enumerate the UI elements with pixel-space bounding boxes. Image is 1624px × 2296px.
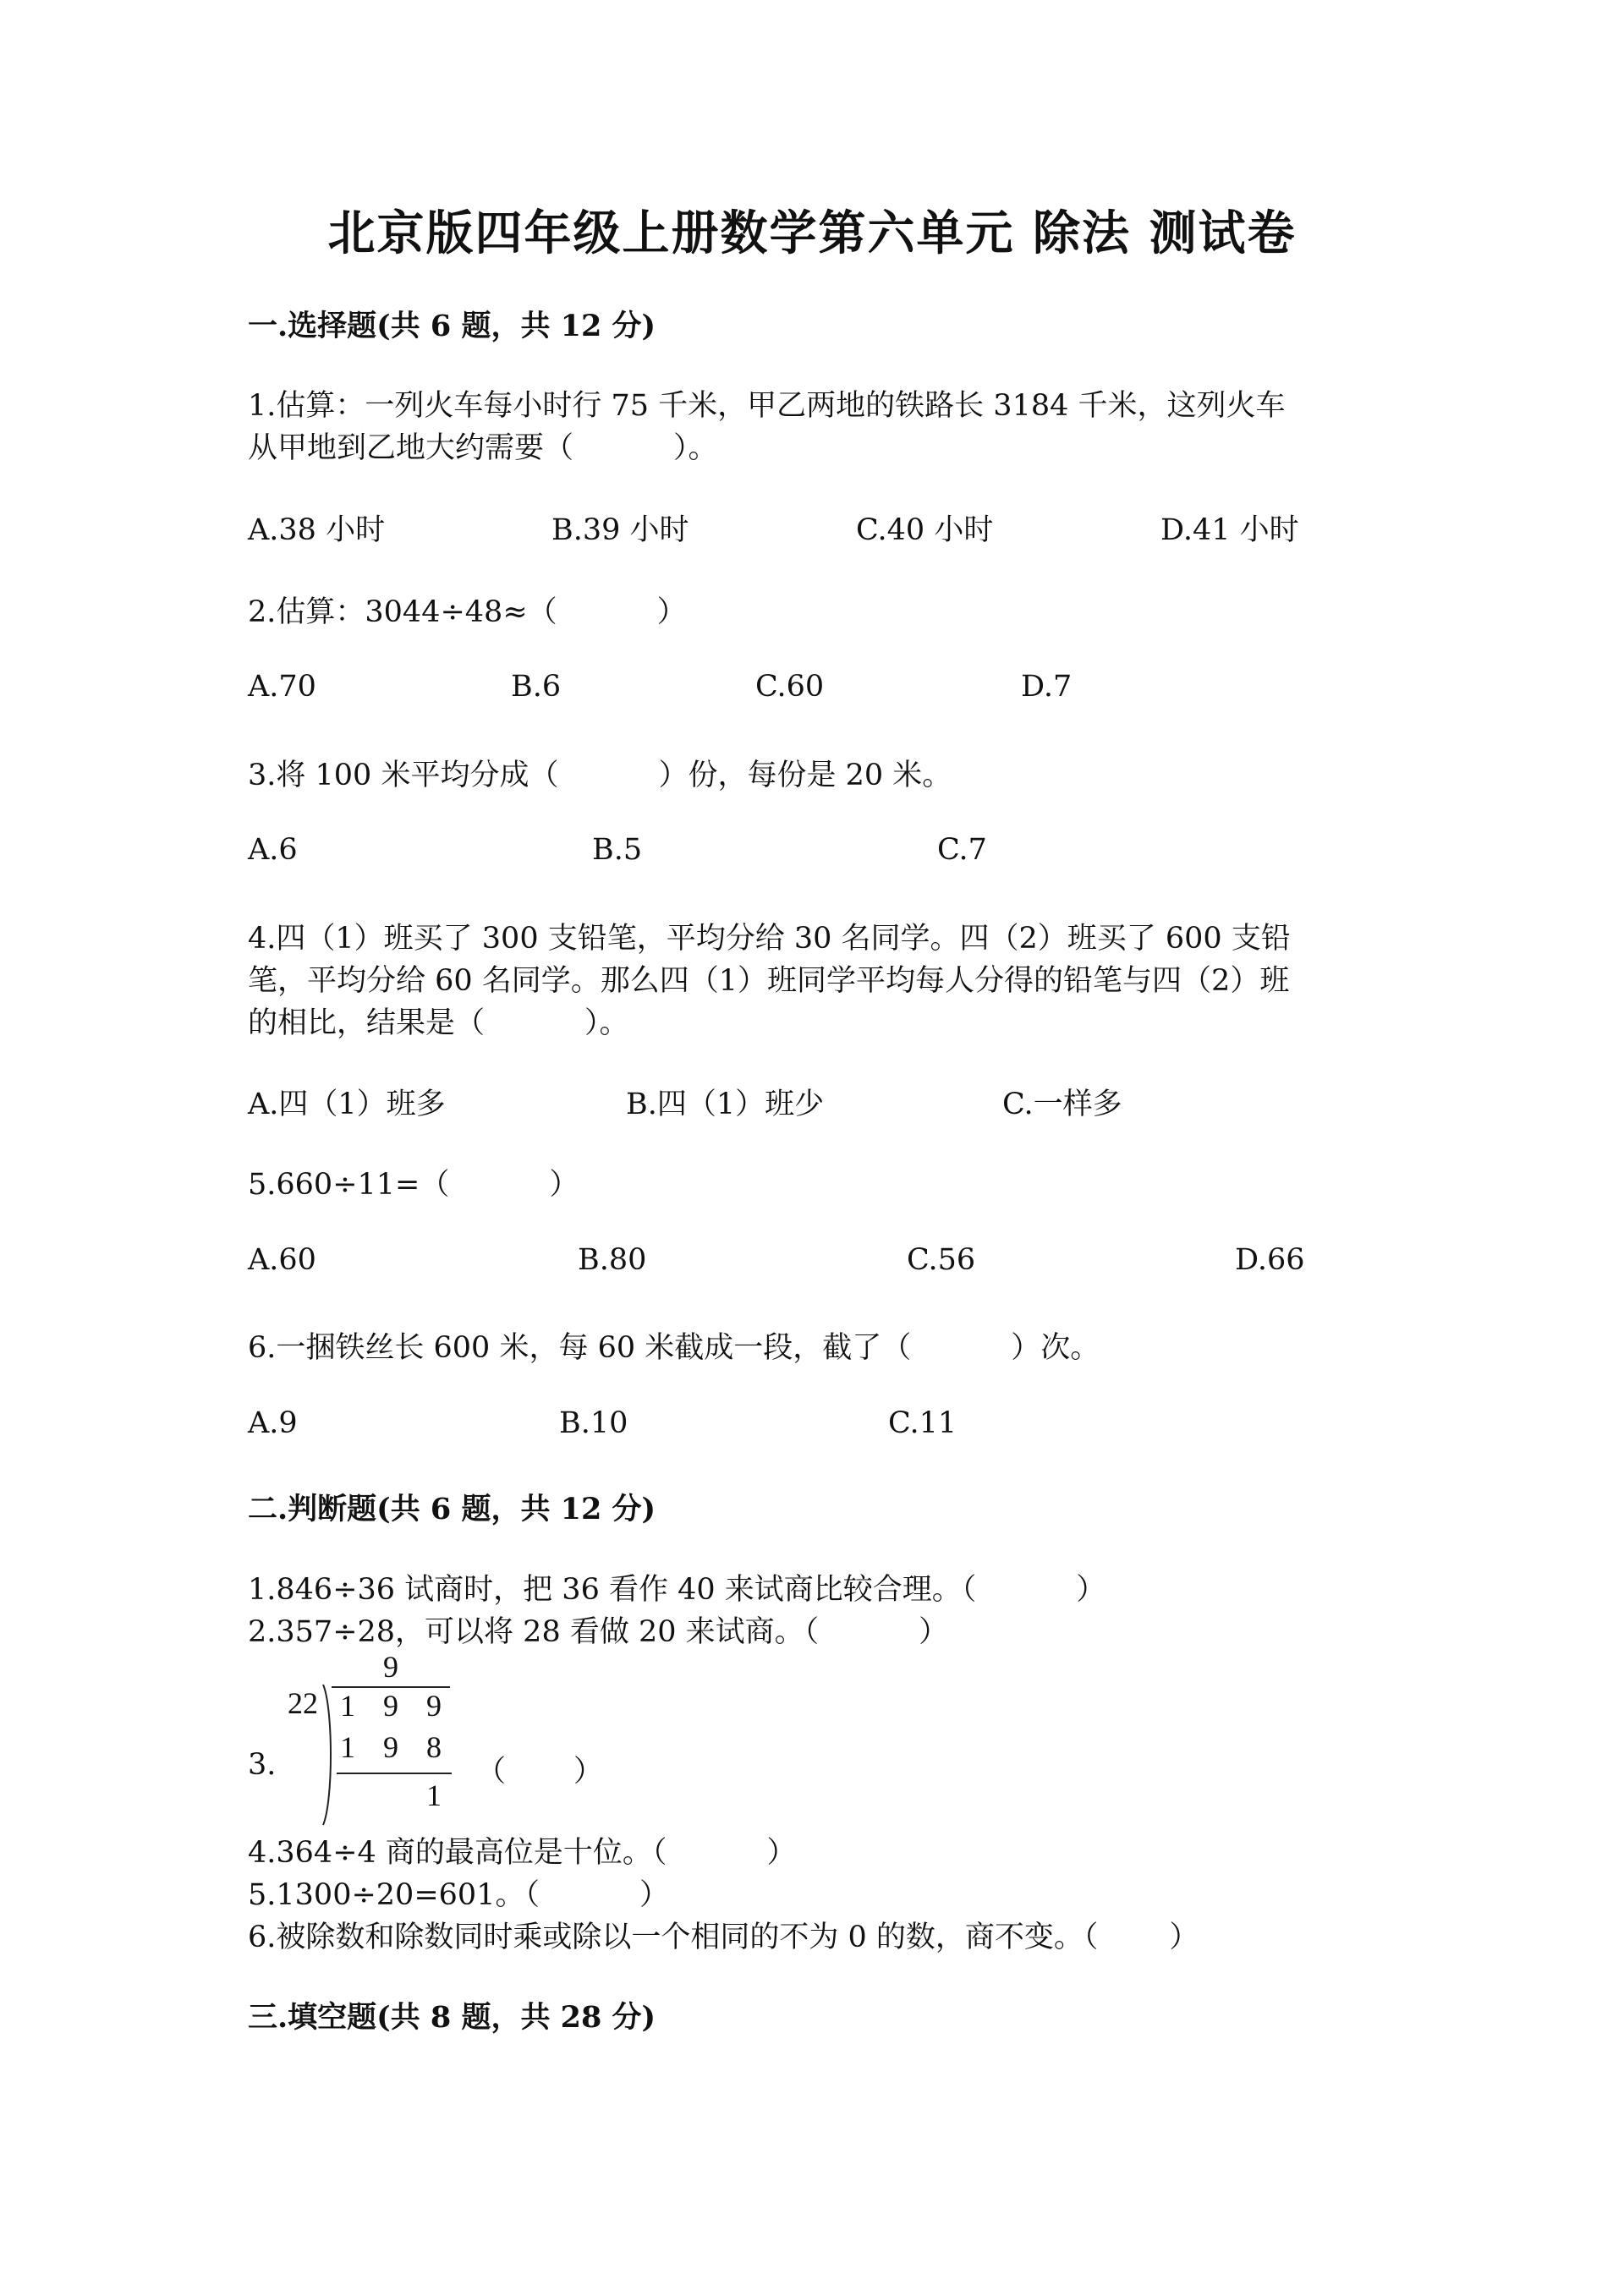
dividend-digit-1: 1 bbox=[340, 1689, 355, 1723]
q3-option-b: B.5 bbox=[592, 833, 643, 867]
division-divisor: 22 bbox=[288, 1686, 318, 1720]
section-heading-fill-in: 三.填空题(共 8 题，共 28 分) bbox=[248, 2000, 656, 2035]
q2-option-c: C.60 bbox=[755, 670, 825, 704]
dividend-digit-2: 9 bbox=[383, 1689, 398, 1723]
q3-option-c: C.7 bbox=[937, 833, 987, 867]
section-heading-judgement: 二.判断题(共 6 题，共 12 分) bbox=[248, 1492, 656, 1526]
q6-option-a: A.9 bbox=[248, 1406, 298, 1440]
question-1-line-1: 1.估算：一列火车每小时行 75 千米，甲乙两地的铁路长 3184 千米，这列火车 bbox=[248, 389, 1286, 423]
q5-option-c: C.56 bbox=[907, 1243, 976, 1277]
product-digit-1: 1 bbox=[340, 1730, 355, 1764]
q1-option-d: D.41 小时 bbox=[1160, 513, 1299, 547]
product-digit-2: 9 bbox=[383, 1730, 398, 1764]
judgement-2: 2.357÷28，可以将 28 看做 20 来试商。（ ） bbox=[248, 1615, 949, 1649]
q5-option-a: A.60 bbox=[248, 1243, 316, 1277]
question-3: 3.将 100 米平均分成（ ）份，每份是 20 米。 bbox=[248, 759, 952, 792]
q4-option-a: A.四（1）班多 bbox=[248, 1088, 446, 1121]
judgement-3-answer: （ ） bbox=[476, 1755, 604, 1789]
division-subtraction-bar bbox=[337, 1773, 452, 1774]
product-digit-3: 8 bbox=[426, 1730, 442, 1764]
q2-option-a: A.70 bbox=[248, 670, 316, 704]
long-division-figure bbox=[288, 1649, 482, 1831]
question-5: 5.660÷11=（ ） bbox=[248, 1168, 579, 1202]
question-4-line-3: 的相比，结果是（ ）。 bbox=[248, 1006, 629, 1040]
question-4-line-1: 4.四（1）班买了 300 支铅笔，平均分给 30 名同学。四（2）班买了 600 支铅 bbox=[248, 922, 1291, 956]
question-4-line-2: 笔，平均分给 60 名同学。那么四（1）班同学平均每人分得的铅笔与四（2）班 bbox=[248, 964, 1290, 998]
question-1-line-2: 从甲地到乙地大约需要（ ）。 bbox=[248, 431, 718, 465]
q6-option-b: B.10 bbox=[559, 1406, 628, 1440]
division-bracket bbox=[321, 1683, 337, 1827]
q4-option-b: B.四（1）班少 bbox=[626, 1088, 825, 1121]
q5-option-b: B.80 bbox=[578, 1243, 647, 1277]
question-6: 6.一捆铁丝长 600 米，每 60 米截成一段，截了（ ）次。 bbox=[248, 1331, 1100, 1365]
division-quotient: 9 bbox=[383, 1650, 398, 1684]
dividend-digit-3: 9 bbox=[426, 1689, 442, 1723]
page-title: 北京版四年级上册数学第六单元 除法 测试卷 bbox=[327, 205, 1297, 261]
q5-option-d: D.66 bbox=[1235, 1243, 1305, 1277]
q2-option-b: B.6 bbox=[511, 670, 562, 704]
q1-option-a: A.38 小时 bbox=[248, 513, 386, 547]
division-remainder: 1 bbox=[426, 1778, 442, 1812]
q2-option-d: D.7 bbox=[1021, 670, 1073, 704]
judgement-1: 1.846÷36 试商时，把 36 看作 40 来试商比较合理。（ ） bbox=[248, 1573, 1106, 1607]
q6-option-c: C.11 bbox=[888, 1406, 957, 1440]
judgement-4: 4.364÷4 商的最高位是十位。（ ） bbox=[248, 1836, 797, 1870]
q1-option-c: C.40 小时 bbox=[856, 513, 994, 547]
question-2: 2.估算：3044÷48≈（ ） bbox=[248, 595, 687, 629]
q4-option-c: C.一样多 bbox=[1002, 1088, 1122, 1121]
q1-option-b: B.39 小时 bbox=[551, 513, 689, 547]
judgement-3-number: 3. bbox=[248, 1748, 277, 1782]
section-heading-choice: 一.选择题(共 6 题，共 12 分) bbox=[248, 309, 656, 343]
judgement-6: 6.被除数和除数同时乘或除以一个相同的不为 0 的数，商不变。（ ） bbox=[248, 1921, 1199, 1954]
judgement-5: 5.1300÷20=601。（ ） bbox=[248, 1878, 669, 1912]
q3-option-a: A.6 bbox=[248, 833, 298, 867]
